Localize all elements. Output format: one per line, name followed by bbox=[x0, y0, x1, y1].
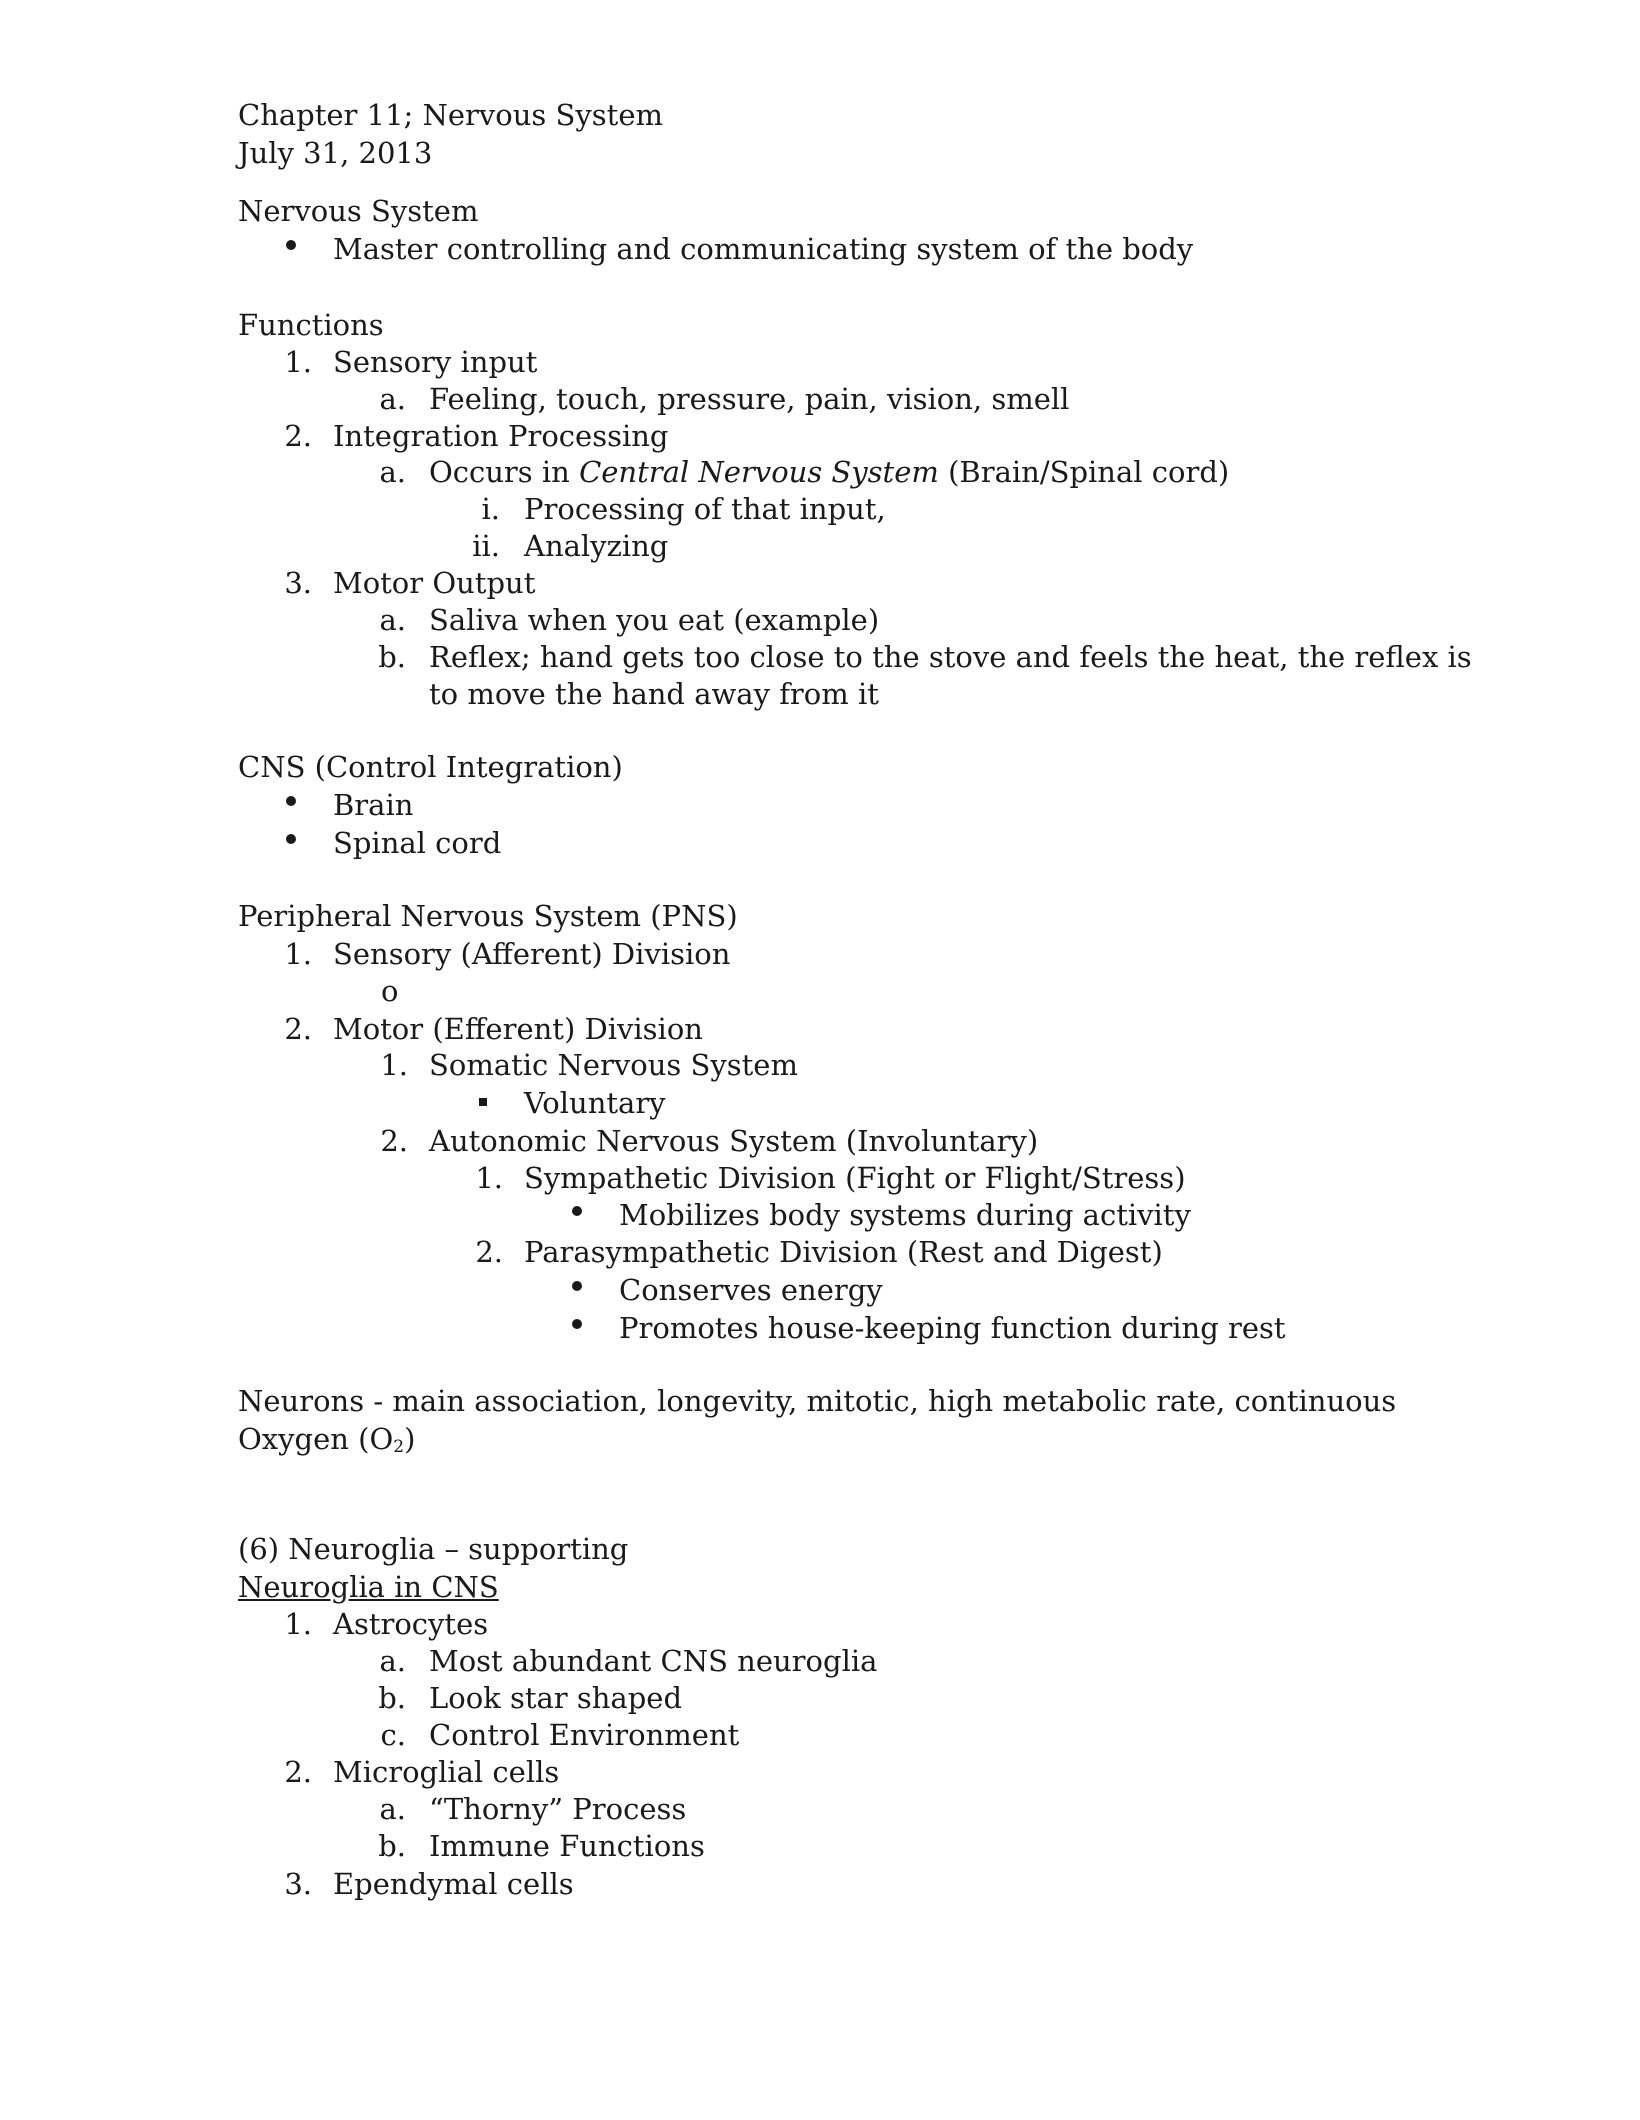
list-number: 3. bbox=[284, 1867, 312, 1901]
list-letter: b. bbox=[378, 1829, 406, 1863]
list-item: Ependymal cells bbox=[333, 1867, 574, 1901]
list-item: Brain bbox=[333, 788, 414, 822]
list-number: 1. bbox=[284, 937, 312, 971]
list-item: Sensory (Afferent) Division bbox=[333, 937, 731, 971]
list-item: Astrocytes bbox=[333, 1607, 489, 1641]
list-item: Autonomic Nervous System (Involuntary) bbox=[429, 1124, 1039, 1158]
text-run: Occurs in bbox=[429, 455, 580, 489]
list-item: Look star shaped bbox=[429, 1681, 683, 1715]
text-run: ) bbox=[404, 1422, 416, 1456]
subheading-neuroglia-cns: Neuroglia in CNS bbox=[238, 1570, 499, 1604]
chapter-title: Chapter 11; Nervous System bbox=[238, 98, 663, 132]
list-letter: c. bbox=[380, 1718, 406, 1752]
section-heading-cns: CNS (Control Integration) bbox=[238, 750, 623, 784]
list-letter: a. bbox=[379, 455, 406, 489]
list-number: 1. bbox=[284, 345, 312, 379]
list-number: 2. bbox=[284, 1012, 312, 1046]
list-number: 2. bbox=[284, 1755, 312, 1789]
list-letter: b. bbox=[378, 1681, 406, 1715]
list-number: 1. bbox=[380, 1048, 408, 1082]
list-roman: i. bbox=[481, 492, 500, 526]
list-letter: a. bbox=[379, 1644, 406, 1678]
square-bullet-marker bbox=[479, 1098, 487, 1106]
list-letter: b. bbox=[378, 640, 406, 674]
list-item: Conserves energy bbox=[619, 1273, 883, 1307]
list-number: 1. bbox=[475, 1161, 503, 1195]
list-item: Parasympathetic Division (Rest and Digest) bbox=[524, 1235, 1163, 1269]
list-item: Reflex; hand gets too close to the stove and feels the heat, the reflex is bbox=[429, 640, 1472, 674]
list-item: Sensory input bbox=[333, 345, 538, 379]
list-item: Most abundant CNS neuroglia bbox=[429, 1644, 878, 1678]
section-heading-nervous-system: Nervous System bbox=[238, 194, 479, 228]
list-letter: a. bbox=[379, 1792, 406, 1826]
list-item: Spinal cord bbox=[333, 826, 502, 860]
list-item: Master controlling and communicating system of the body bbox=[333, 232, 1194, 266]
list-item: Somatic Nervous System bbox=[429, 1048, 798, 1082]
list-item: Analyzing bbox=[524, 529, 669, 563]
bullet-marker bbox=[286, 796, 296, 806]
list-number: 2. bbox=[475, 1235, 503, 1269]
list-item-continuation: to move the hand away from it bbox=[429, 677, 879, 711]
list-number: 1. bbox=[284, 1607, 312, 1641]
list-item: Microglial cells bbox=[333, 1755, 560, 1789]
bullet-marker bbox=[286, 834, 296, 844]
list-item: “Thorny” Process bbox=[429, 1792, 687, 1826]
list-number: 2. bbox=[380, 1124, 408, 1158]
text-run: Oxygen (O bbox=[238, 1422, 394, 1456]
list-item: Processing of that input, bbox=[524, 492, 886, 526]
list-item: Promotes house-keeping function during rest bbox=[619, 1311, 1286, 1345]
document-date: July 31, 2013 bbox=[238, 136, 433, 170]
list-number: 2. bbox=[284, 419, 312, 453]
bullet-marker bbox=[572, 1319, 582, 1329]
text-run: (Brain/Spinal cord) bbox=[938, 455, 1230, 489]
list-item: Motor (Efferent) Division bbox=[333, 1012, 703, 1046]
list-letter: a. bbox=[379, 382, 406, 416]
italic-term: Central Nervous System bbox=[579, 455, 939, 489]
list-item: Feeling, touch, pressure, pain, vision, smell bbox=[429, 382, 1070, 416]
list-item: Immune Functions bbox=[429, 1829, 705, 1863]
bullet-marker bbox=[572, 1281, 582, 1291]
list-roman: ii. bbox=[472, 529, 500, 563]
section-heading-neuroglia: (6) Neuroglia – supporting bbox=[238, 1532, 629, 1566]
section-heading-pns: Peripheral Nervous System (PNS) bbox=[238, 899, 738, 933]
empty-sublist-marker: o bbox=[381, 974, 399, 1008]
bullet-marker bbox=[286, 240, 296, 250]
list-item: Integration Processing bbox=[333, 419, 669, 453]
list-letter: a. bbox=[379, 603, 406, 637]
list-item: Voluntary bbox=[524, 1086, 666, 1120]
list-item: Sympathetic Division (Fight or Flight/Stress) bbox=[524, 1161, 1186, 1195]
neurons-paragraph: Neurons - main association, longevity, mitotic, high metabolic rate, continuous bbox=[238, 1384, 1397, 1418]
list-number: 3. bbox=[284, 566, 312, 600]
subscript: 2 bbox=[393, 1437, 405, 1457]
list-item bbox=[429, 453, 1229, 491]
list-item: Motor Output bbox=[333, 566, 536, 600]
list-item: Mobilizes body systems during activity bbox=[619, 1198, 1191, 1232]
list-item: Saliva when you eat (example) bbox=[429, 603, 880, 637]
list-item: Control Environment bbox=[429, 1718, 740, 1752]
bullet-marker bbox=[572, 1206, 582, 1216]
section-heading-functions: Functions bbox=[238, 308, 384, 342]
neurons-paragraph-continuation bbox=[238, 1420, 415, 1458]
